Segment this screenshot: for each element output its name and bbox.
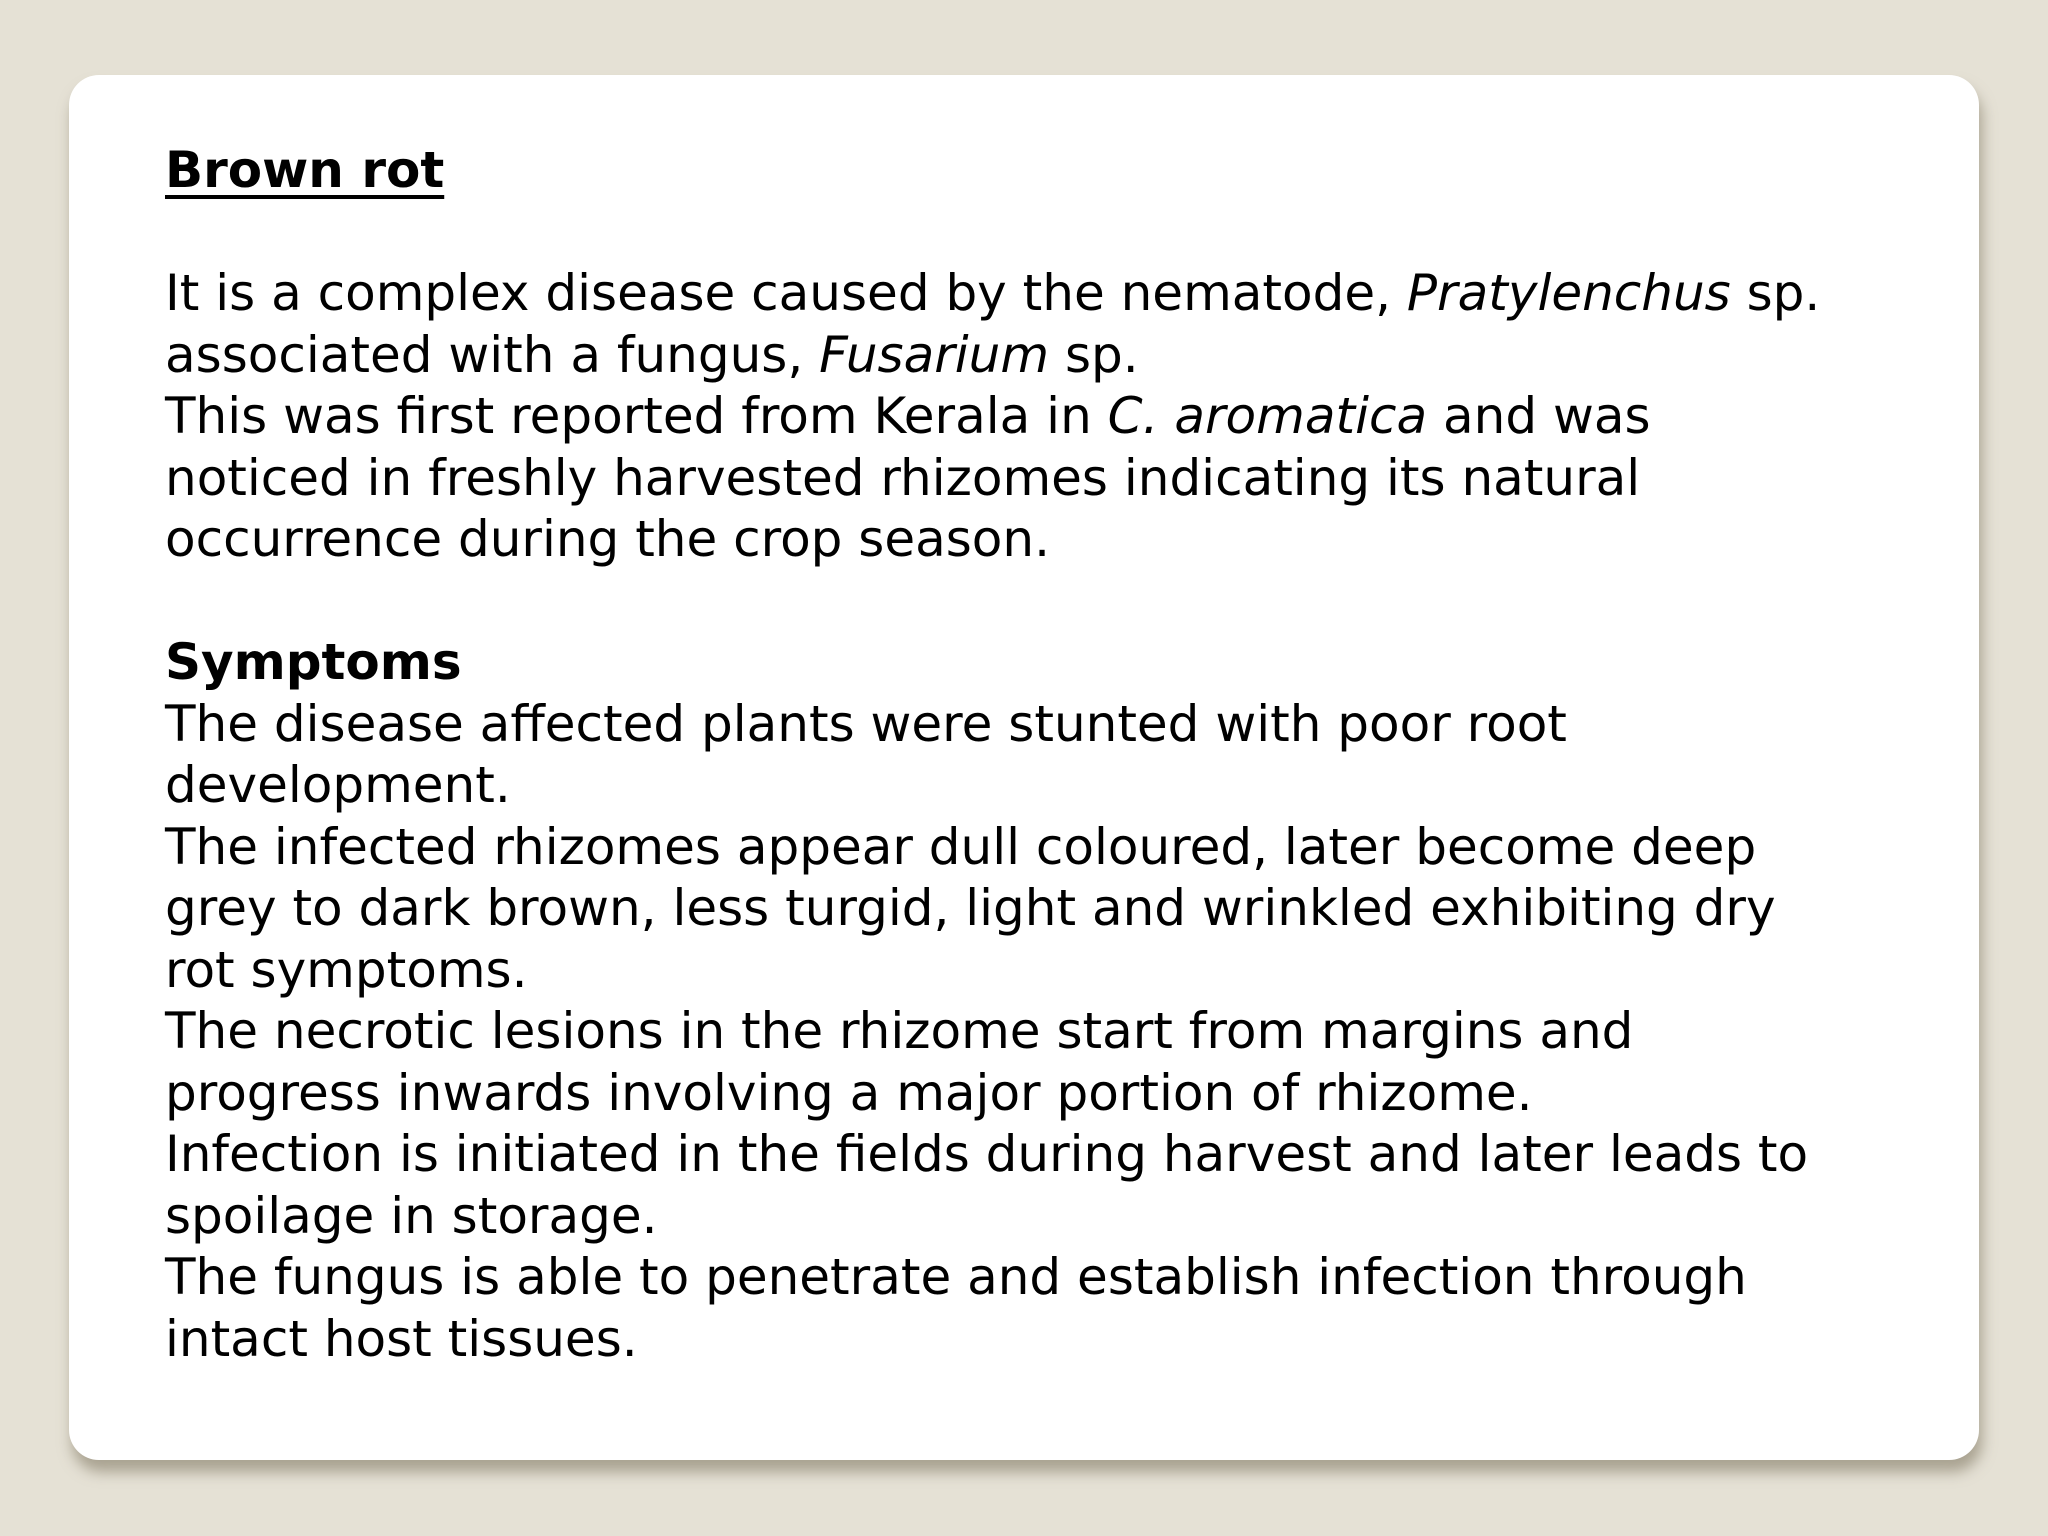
species-name-fusarium: Fusarium [819, 325, 1050, 384]
intro-line-3-text: This was first reported from Kerala in [165, 387, 1108, 445]
intro-line-1-suffix: sp. [1730, 264, 1821, 322]
intro-line-3-suffix: and was [1427, 387, 1651, 445]
intro-line-5: occurrence during the crop season. [165, 510, 1050, 568]
intro-line-3 [165, 386, 1925, 448]
intro-line-1-text: It is a complex disease caused by the nematode, [165, 264, 1407, 322]
intro-line-2 [165, 325, 1925, 387]
intro-line-1 [165, 263, 1925, 325]
species-name-c-aromatica: C. aromatica [1107, 387, 1428, 445]
symptoms-heading: Symptoms [165, 633, 462, 691]
intro-line-2-text: associated with a fungus, [165, 325, 820, 384]
spacer [165, 202, 1925, 264]
symptoms-line: Infection is initiated in the fields during harvest and later leads to [165, 1125, 1809, 1183]
symptoms-line: intact host tissues. [165, 1309, 638, 1368]
symptoms-line: The infected rhizomes appear dull coloured, later become deep [165, 817, 1757, 876]
slide-title: Brown rot [165, 141, 445, 199]
symptoms-line: The disease affected plants were stunted with poor root [165, 694, 1567, 753]
symptoms-line: rot symptoms. [165, 940, 528, 999]
spacer [165, 571, 1925, 633]
symptoms-line: progress inwards involving a major portion of rhizome. [165, 1063, 1533, 1122]
species-name-pratylenchus: Pratylenchus [1406, 264, 1731, 322]
symptoms-line: The fungus is able to penetrate and establish infection through [165, 1248, 1747, 1306]
slide-content [165, 140, 1925, 1370]
symptoms-line: grey to dark brown, less turgid, light and wrinkled exhibiting dry [165, 879, 1776, 937]
intro-line-4: noticed in freshly harvested rhizomes indicating its natural [165, 448, 1641, 507]
intro-line-2-suffix: sp. [1049, 325, 1139, 384]
symptoms-line: spoilage in storage. [165, 1186, 658, 1245]
symptoms-line: development. [165, 756, 511, 814]
symptoms-line: The necrotic lesions in the rhizome start from margins and [165, 1002, 1634, 1060]
